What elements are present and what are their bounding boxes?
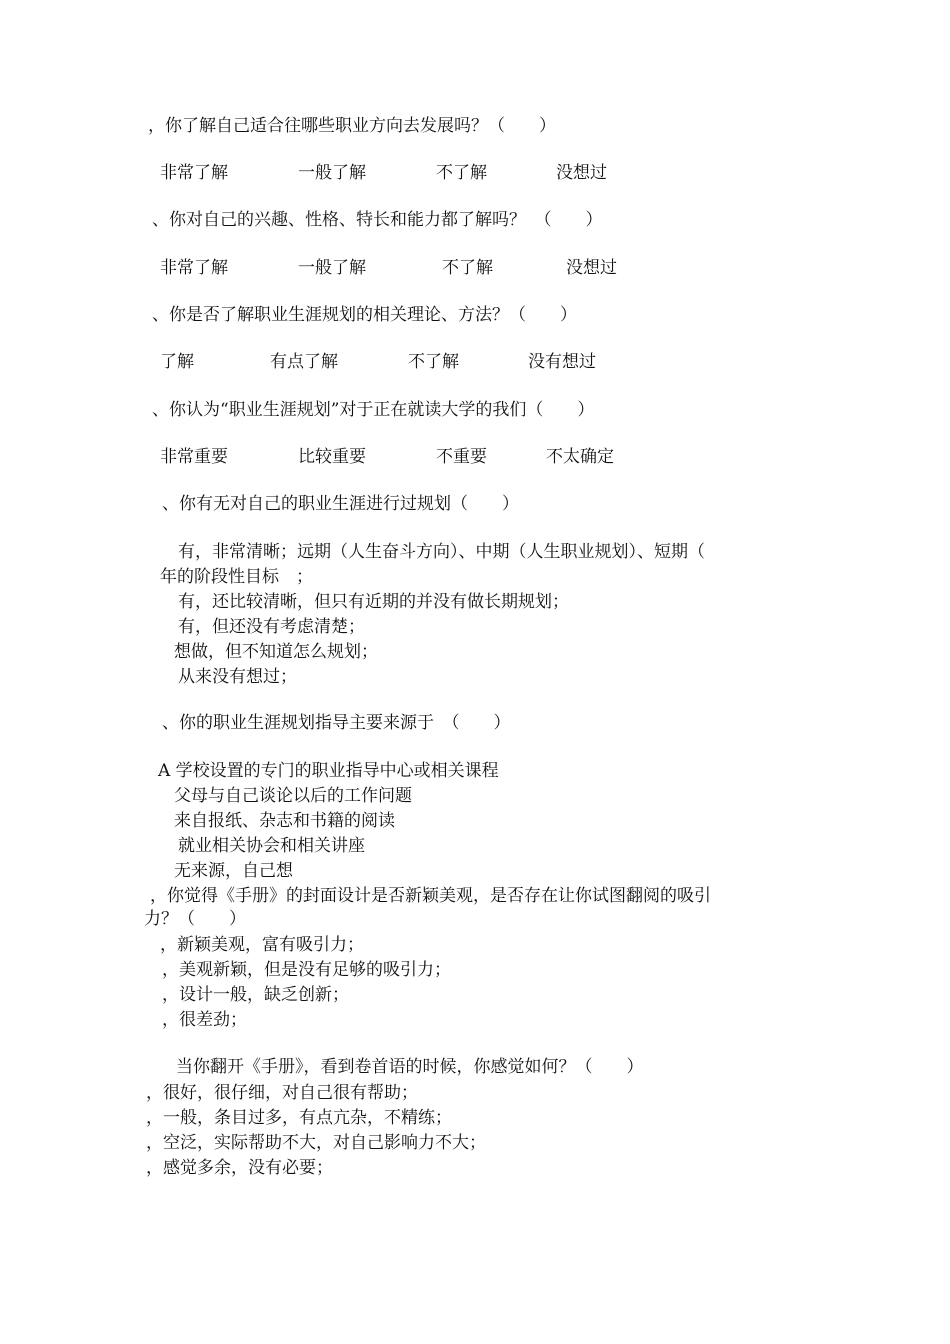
question-7-line2: 力？（ ） (144, 909, 246, 929)
q5-option-a-line1: 有，非常清晰；远期（人生奋斗方向）、中期（人生职业规划）、短期（ (178, 542, 705, 562)
q7-option-a: ，新颖美观，富有吸引力； (160, 935, 364, 955)
q4-option-c: 不重要 (436, 447, 487, 467)
question-7-line1: ，你觉得《手册》的封面设计是否新颖美观，是否存在让你试图翻阅的吸引 (150, 886, 711, 906)
q5-option-d: 想做，但不知道怎么规划； (174, 642, 378, 662)
q4-option-a: 非常重要 (160, 447, 228, 467)
q5-option-c: 有，但还没有考虑清楚； (178, 617, 365, 637)
q1-option-b: 一般了解 (298, 163, 366, 183)
question-8: 当你翻开《手册》，看到卷首语的时候，你感觉如何？（ ） (176, 1057, 644, 1077)
q5-option-b: 有，还比较清晰，但只有近期的并没有做长期规划； (178, 592, 569, 612)
q8-option-c: ，空泛，实际帮助不大，对自己影响力不大； (146, 1133, 486, 1153)
q2-option-b: 一般了解 (298, 258, 366, 278)
q7-option-b: ，美观新颖，但是没有足够的吸引力； (162, 960, 451, 980)
q2-option-d: 没想过 (566, 258, 617, 278)
q1-option-a: 非常了解 (160, 163, 228, 183)
question-3: 、你是否了解职业生涯规划的相关理论、方法？（ ） (152, 305, 577, 325)
q8-option-d: ，感觉多余，没有必要； (146, 1158, 333, 1178)
q8-option-a: ，很好，很仔细，对自己很有帮助； (146, 1083, 418, 1103)
q4-option-d: 不太确定 (546, 447, 614, 467)
q7-option-d: ，很差劲； (162, 1010, 247, 1030)
q2-option-c: 不了解 (442, 258, 493, 278)
question-4: 、你认为“职业生涯规划”对于正在就读大学的我们（ ） (152, 400, 595, 420)
q2-option-a: 非常了解 (160, 258, 228, 278)
question-5: 、你有无对自己的职业生涯进行过规划（ ） (162, 494, 519, 514)
q7-option-c: ，设计一般，缺乏创新； (162, 985, 349, 1005)
q4-option-b: 比较重要 (298, 447, 366, 467)
q6-option-e: 无来源，自己想 (174, 861, 293, 881)
q6-option-d: 就业相关协会和相关讲座 (178, 836, 365, 856)
question-6: 、你的职业生涯规划指导主要来源于 （ ） (162, 713, 511, 733)
q3-option-c: 不了解 (408, 352, 459, 372)
q6-option-a: A 学校设置的专门的职业指导中心或相关课程 (158, 761, 499, 781)
q5-option-e: 从来没有想过； (178, 667, 297, 687)
question-2: 、你对自己的兴趣、性格、特长和能力都了解吗？ （ ） (152, 210, 603, 230)
q8-option-b: ，一般，条目过多，有点亢杂，不精练； (146, 1108, 452, 1128)
question-1: ，你了解自己适合往哪些职业方向去发展吗？（ ） (148, 116, 556, 136)
q3-option-d: 没有想过 (528, 352, 596, 372)
q1-option-d: 没想过 (556, 163, 607, 183)
q1-option-c: 不了解 (436, 163, 487, 183)
q5-option-a-line2: 年的阶段性目标 ； (160, 567, 313, 587)
q3-option-b: 有点了解 (270, 352, 338, 372)
q6-option-c: 来自报纸、杂志和书籍的阅读 (174, 811, 395, 831)
q3-option-a: 了解 (160, 352, 194, 372)
q6-option-b: 父母与自己谈论以后的工作问题 (174, 786, 412, 806)
